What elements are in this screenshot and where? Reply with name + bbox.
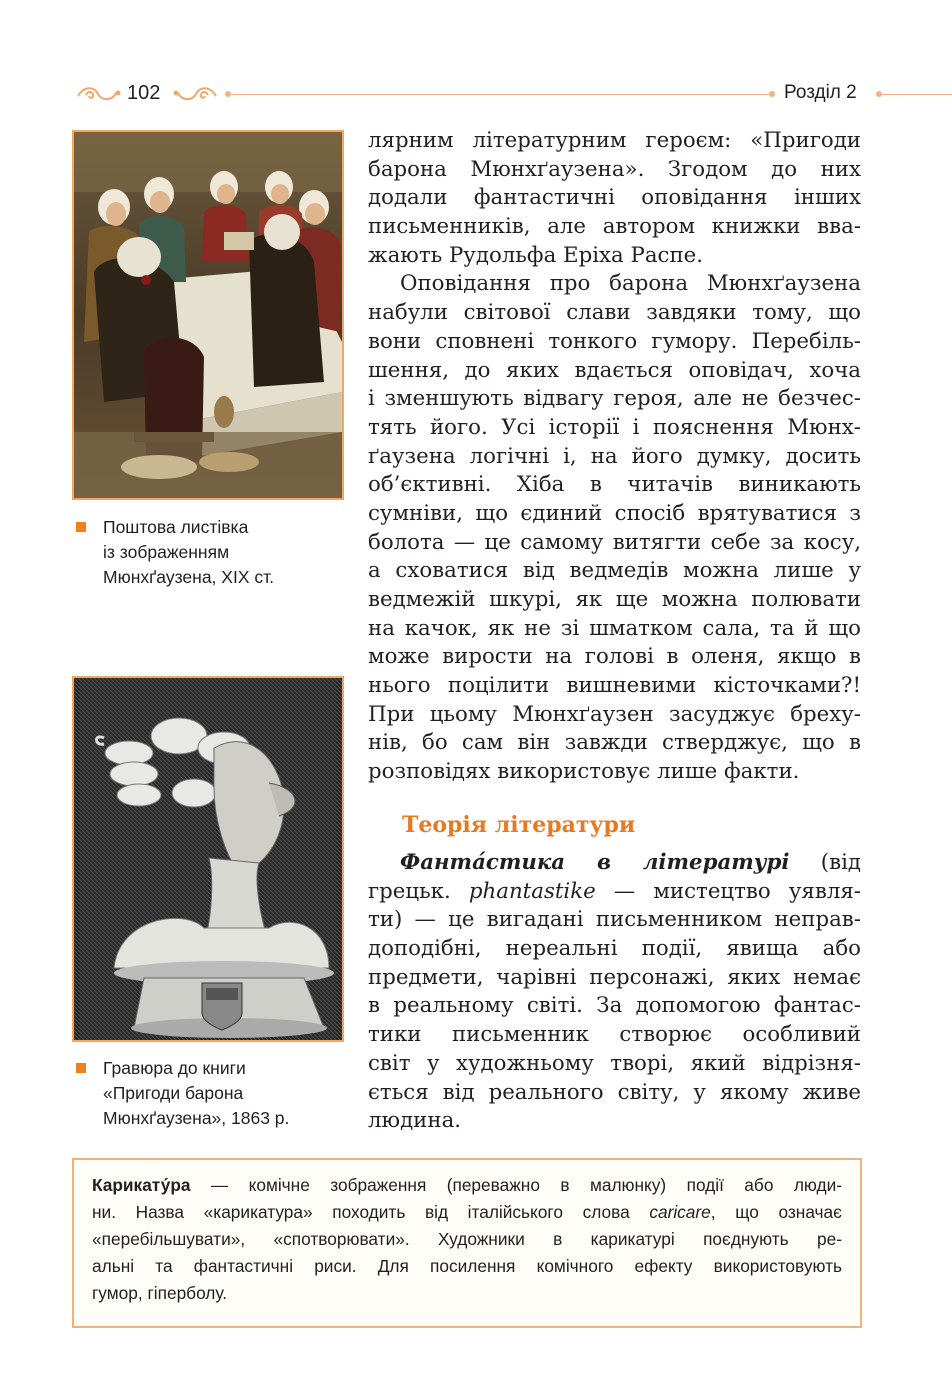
text-line: доподібні, нереальні події, явища або	[368, 936, 861, 962]
text-line: світ у художньому творі, який відрізня-	[368, 1050, 861, 1076]
caption-line: Мюнхґаузена, XIX ст.	[103, 567, 275, 587]
text-line: болота — це самому витягти себе за косу,	[368, 529, 861, 555]
bullet-square-icon	[76, 522, 86, 532]
box-line: гумор, гіперболу.	[92, 1283, 228, 1303]
box-line	[92, 1199, 842, 1226]
theory-text-column	[368, 849, 861, 1136]
definition-box	[72, 1158, 862, 1328]
text-line: жають Рудольфа Еріха Распе.	[368, 242, 704, 268]
text-line: в реальному світі. За допомогою фантас-	[368, 993, 861, 1019]
text-line: на качок, як не зі шматком сала, та й що	[368, 615, 861, 641]
caption-line: Гравюра до книги	[103, 1058, 246, 1078]
definition-term: Карикату́ра	[92, 1175, 191, 1195]
text-line: письменників, але автором книжки вва-	[368, 214, 861, 240]
text-line: ється від реального світу, у якому живе	[368, 1079, 861, 1105]
italian-word: caricare	[649, 1202, 711, 1222]
theory-heading: Теорія літератури	[402, 812, 636, 838]
text-line: шення, до яких вдається оповідач, хоча	[368, 357, 861, 383]
text-line: людина.	[368, 1108, 462, 1134]
text-line: може вирости на голові в оленя, якщо в	[368, 644, 861, 670]
text-fragment: грецьк.	[368, 878, 469, 904]
greek-word: phantastike	[468, 878, 596, 904]
text-fragment: — мистецтво уявля-	[595, 878, 861, 904]
caption-line: Мюнхґаузена», 1863 р.	[103, 1108, 290, 1128]
text-line: об’єктивні. Хіба в читачів виникають	[368, 472, 861, 498]
text-fragment: — комічне зображення (переважно в малюнку) події або люди-	[190, 1175, 842, 1195]
caption-line: Поштова листівка	[103, 517, 249, 537]
text-line: барона Мюнхґаузена». Згодом до них	[368, 156, 861, 182]
text-line: сумніви, що єдиний спосіб врятуватися з	[368, 500, 861, 526]
main-text-column	[368, 127, 861, 787]
left-flourish-ornament-icon	[76, 84, 122, 104]
postcard-painting-image	[72, 130, 344, 500]
text-line	[368, 878, 861, 907]
text-line: предмети, чарівні персонажі, яких немає	[368, 964, 861, 990]
text-line: набули світової слави завдяки тому, що	[368, 300, 861, 326]
engraving-bust-image	[72, 676, 344, 1042]
text-line: Оповідання про барона Мюнхґаузена	[400, 271, 861, 297]
text-line: вони сповнені тонкого гумору. Перебіль-	[368, 328, 861, 354]
text-line	[368, 849, 861, 878]
text-line: і зменшують відвагу героя, але не безчес-	[368, 386, 861, 412]
text-line: При цьому Мюнхґаузен засуджує бреху-	[368, 701, 861, 727]
theory-term: Фанта́стика в літературі	[400, 850, 790, 875]
page-number: 102	[127, 82, 161, 104]
text-line: додали фантастичні оповідання інших	[368, 185, 861, 211]
box-line: «перебільшувати», «спотворювати». Художники в карикатурі поєднують ре-	[92, 1229, 842, 1249]
figure-caption	[76, 1056, 346, 1131]
section-title: Розділ 2	[784, 82, 857, 103]
figure-caption	[76, 515, 346, 590]
text-line: ведмежій шкурі, як ще можна полювати	[368, 587, 861, 612]
caption-line: із зображенням	[103, 542, 230, 562]
text-line: розповідях використовує лише факти.	[368, 759, 800, 785]
text-line: а сховатися від ведмедів можна лише у	[368, 558, 861, 584]
text-line: тики письменник створює особливий	[368, 1022, 861, 1048]
right-flourish-ornament-icon	[172, 84, 218, 104]
text-fragment: (від	[789, 850, 861, 875]
text-line: нього поцілити вишневими кісточками?!	[368, 673, 861, 699]
text-line: ти) — це вигадані письменником неправ-	[368, 907, 861, 933]
text-line: тять його. Усі історії і пояснення Мюнх-	[368, 414, 861, 440]
text-line: лярним літературним героєм: «Пригоди	[368, 128, 861, 153]
text-line: ґаузена логічні і, на його думку, досить	[368, 443, 861, 469]
header-rule-dot	[769, 91, 775, 97]
page-header	[0, 80, 952, 110]
bullet-square-icon	[76, 1063, 86, 1073]
box-line	[92, 1172, 842, 1199]
text-fragment: , що означає	[710, 1202, 842, 1222]
caption-line: «Пригоди барона	[103, 1083, 244, 1103]
header-rule	[882, 94, 952, 95]
text-line: нів, бо сам він завжди стверджує, що в	[368, 730, 861, 756]
box-line: альні та фантастичні риси. Для посилення комічного ефекту використовують	[92, 1256, 842, 1276]
text-fragment: ни. Назва «карикатура» походить від італійського слова	[92, 1202, 650, 1222]
header-rule	[231, 94, 769, 95]
